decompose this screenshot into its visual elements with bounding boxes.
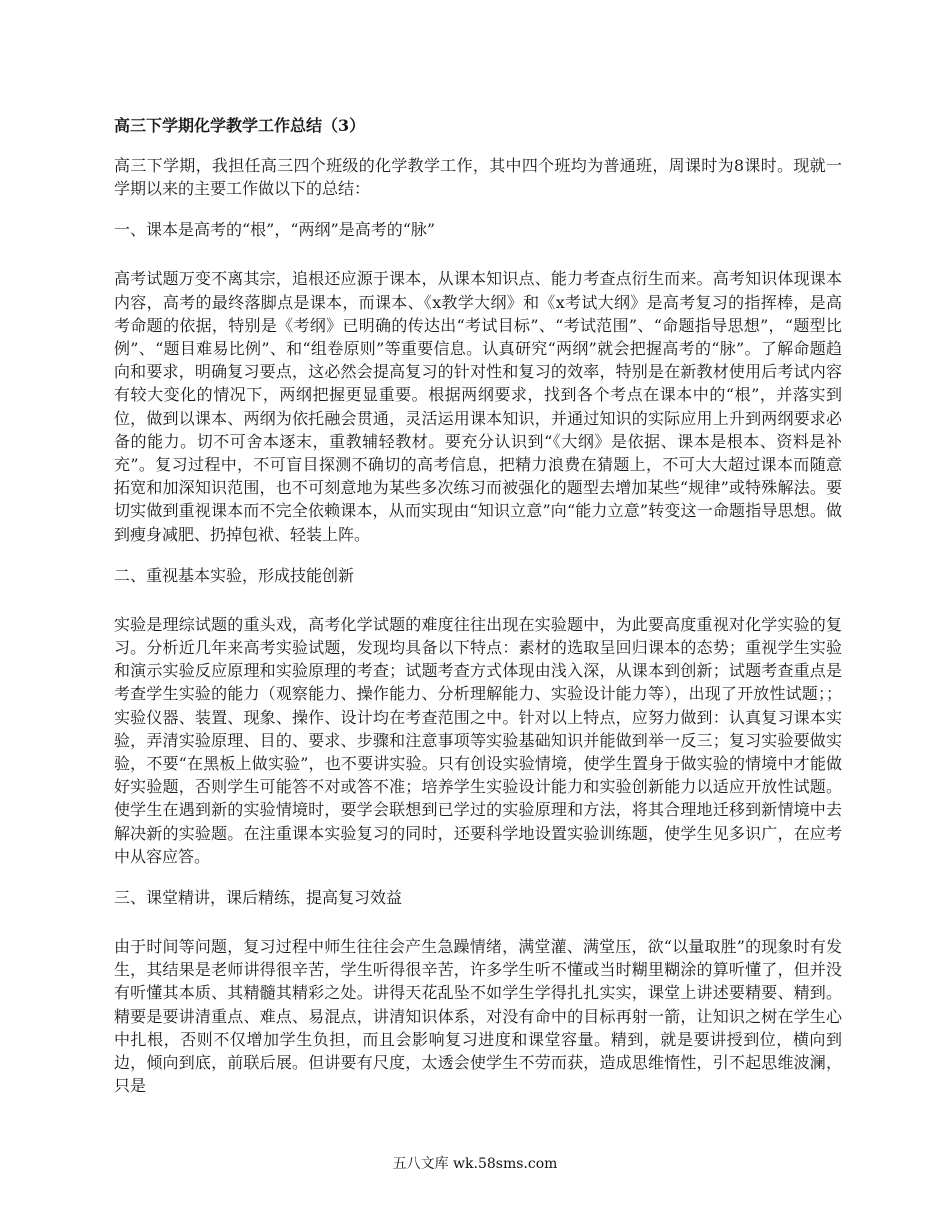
document-content [114, 112, 842, 1116]
section-2-body: 实验是理综试题的重头戏，高考化学试题的难度往往出现在实验题中，为此要高度重视对化学实验的复习。分析近几年来高考实验试题，发现均具备以下特点：素材的选取呈回归课本的态势；重视学生实验和演示实验反应原理和实验原理的考查；试题考查方式体现由浅入深，从课本到创新；试题考查重点是考查学生实验的能力（观察能力、操作能力、分析理解能力、实验设计能力等），出现了开放性试题；；实验仪器、装置、现象、操作、设计均在考查范围之中。针对以上特点，应努力做到：认真复习课本实验，弄清实验原理、目的、要求、步骤和注意事项等实验基础知识并能做到举一反三；复习实验要做实验，不要“在黑板上做实验”，也不要讲实验。只有创设实验情境，使学生置身于做实验的情境中才能做好实验题，否则学生可能答不对或答不准；培养学生实验设计能力和实验创新能力以适应开放性试题。使学生在遇到新的实验情境时，要学会联想到已学过的实验原理和方法，将其合理地迁移到新情境中去解决新的实验题。在注重课本实验复习的同时，还要科学地设置实验训练题，使学生见多识广，在应考中从容应答。 [114, 614, 842, 866]
section-3-heading: 三、课堂精讲，课后精练，提高复习效益 [114, 888, 403, 908]
footer-watermark: 五八文库 wk.58sms.com [392, 1156, 558, 1172]
section-1-body: 高考试题万变不离其宗，追根还应源于课本，从课本知识点、能力考查点衍生而来。高考知识体现课本内容，高考的最终落脚点是课本，而课本、《x教学大纲》和《x考试大纲》是高考复习的指挥棒，是高考命题的依据，特别是《考纲》已明确的传达出“考试目标”、“考试范围”、“命题指导思想”，“题型比例”、“题目难易比例”、和“组卷原则”等重要信息。认真研究“两纲”就会把握高考的“脉”。了解命题趋向和要求，明确复习要点，这必然会提高复习的针对性和复习的效率，特别是在新教材使用后考试内容有较大变化的情况下，两纲把握更显重要。根据两纲要求，找到各个考点在课本中的“根”，并落实到位，做到以课本、两纲为依托融会贯通，灵活运用课本知识，并通过知识的实际应用上升到两纲要求必备的能力。切不可舍本逐末，重教辅轻教材。要充分认识到“《大纲》是依据、课本是根本、资料是补充”。复习过程中，不可盲目探测不确切的高考信息，把精力浪费在猜题上，不可大大超过课本而随意拓宽和加深知识范围，也不可刻意地为某些多次练习而被强化的题型去增加某些“规律”或特殊解法。要切实做到重视课本而不完全依赖课本，从而实现由“知识立意”向“能力立意”转变这一命题指导思想。做到瘦身减肥、扔掉包袱、轻装上阵。 [114, 269, 842, 544]
section-2-heading: 二、重视基本实验，形成技能创新 [114, 565, 355, 585]
section-3-body: 由于时间等问题，复习过程中师生往往会产生急躁情绪，满堂灌、满堂压，欲“以量取胜”的现象时有发生，其结果是老师讲得很辛苦，学生听得很辛苦，许多学生听不懂或当时糊里糊涂的算听懂了，但并没有听懂其本质、其精髓其精彩之处。讲得天花乱坠不如学生学得扎扎实实，课堂上讲述要精要、精到。精要是要讲清重点、难点、易混点，讲清知识体系，对没有命中的目标再射一箭，让知识之树在学生心中扎根，否则不仅增加学生负担，而且会影响复习进度和课堂容量。精到，就是要讲授到位，横向到边，倾向到底，前联后展。但讲要有尺度，太透会使学生不劳而获，造成思维惰性，引不起思维波澜，只是 [114, 937, 842, 1096]
section-1-heading: 一、课本是高考的“根”，“两纲”是高考的“脉” [114, 220, 436, 240]
intro-paragraph: 高三下学期，我担任高三四个班级的化学教学工作，其中四个班均为普通班，周课时为8课时。现就一学期以来的主要工作做以下的总结： [114, 156, 842, 199]
document-title: 高三下学期化学教学工作总结（3） [114, 116, 366, 135]
